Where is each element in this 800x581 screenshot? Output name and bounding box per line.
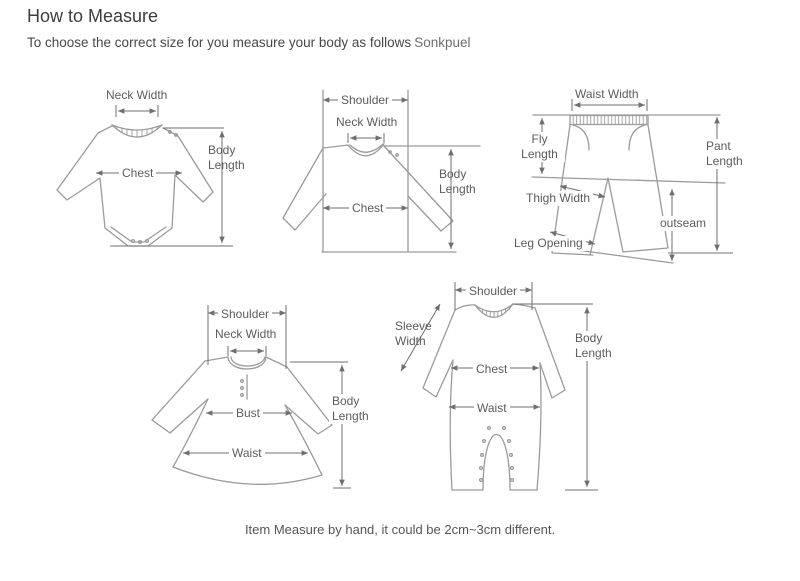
bodysuit-drawing <box>50 85 265 265</box>
page-title: How to Measure <box>27 6 159 26</box>
romper-drawing <box>385 278 630 513</box>
dress-neck-width-label: Neck Width <box>215 327 277 341</box>
bodysuit-body-length-label: Body Length <box>208 143 245 172</box>
dress-diagram <box>145 295 380 510</box>
bodysuit-diagram <box>50 85 265 265</box>
dress-shoulder-label: Shoulder <box>218 307 272 322</box>
shorts-thigh-width-label: Thigh Width <box>523 191 593 206</box>
subtitle-text: To choose the correct size for you measure your body as follows <box>27 35 412 50</box>
romper-outline <box>423 304 565 490</box>
dress-waist-label: Waist <box>229 446 265 461</box>
shorts-outseam-label: outseam <box>657 216 709 231</box>
shirt-body-length-label: Body Length <box>439 167 476 196</box>
romper-diagram <box>385 278 630 513</box>
romper-chest-label: Chest <box>473 362 510 377</box>
romper-sleeve-width-label: Sleeve Width <box>395 319 432 348</box>
brand-name: Sonkpuel <box>414 35 471 50</box>
dress-bust-label: Bust <box>233 406 263 421</box>
romper-measure-lines <box>401 282 598 490</box>
shirt-chest-label: Chest <box>349 201 386 216</box>
footer-note: Item Measure by hand, it could be 2cm~3cm different. <box>244 522 556 537</box>
dress-body-length-label: Body Length <box>329 394 385 424</box>
page-subtitle <box>27 35 470 50</box>
bodysuit-outline <box>57 125 213 246</box>
shirt-shoulder-label: Shoulder <box>338 93 392 108</box>
shirt-diagram <box>280 88 495 268</box>
bodysuit-chest-label: Chest <box>119 166 156 181</box>
romper-body-length-label: Body Length <box>572 331 628 361</box>
shorts-leg-opening-label: Leg Opening <box>511 236 586 251</box>
romper-shoulder-label: Shoulder <box>466 284 520 299</box>
shorts-fly-length-label: Fly Length <box>514 132 565 162</box>
bodysuit-neck-width-label: Neck Width <box>106 88 168 102</box>
romper-waist-label: Waist <box>474 401 510 416</box>
shorts-pant-length-label: Pant Length <box>703 139 757 169</box>
shorts-waist-width-label: Waist Width <box>575 87 639 101</box>
shirt-neck-width-label: Neck Width <box>336 115 398 129</box>
shorts-diagram <box>505 82 800 277</box>
